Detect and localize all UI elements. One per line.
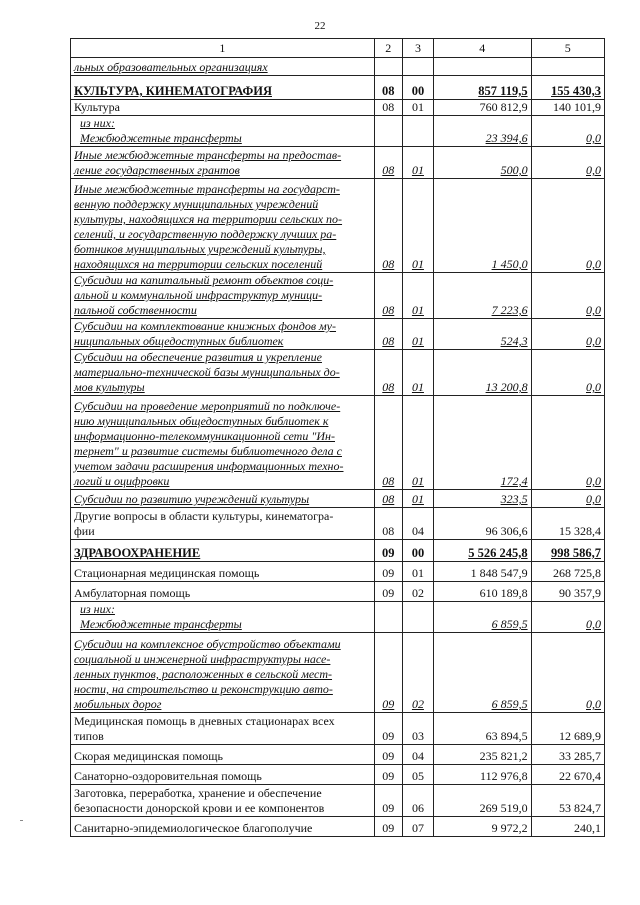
row-transfers-cell: 12 689,9 [531,713,604,745]
row-section-cell: 09 [374,745,402,765]
row-subsection-cell: 06 [402,785,433,817]
row-total-cell: 7 223,6 [434,273,532,319]
row-name-cell: Субсидии на проведение мероприятий по подключе- нию муниципальных общедоступных библиотек к информационно-телекоммуникационной сети "Ин- тернет" и развитие системы библиотечного дела с учетом задачи расширения информационных техно- логий и оцифровки [71,396,375,490]
row-section-cell: 08 [374,179,402,273]
row-name-cell: льных образовательных организациях [71,58,375,76]
table-row [71,508,605,540]
row-section-cell: 09 [374,817,402,837]
row-section-cell: 09 [374,633,402,713]
table-row [71,713,605,745]
row-name-cell: Медицинская помощь в дневных стационарах всех типов [71,713,375,745]
row-section-cell [374,602,402,633]
row-transfers-cell: 0,0 [531,396,604,490]
row-subsection-cell: 04 [402,508,433,540]
header-col-1: 1 [71,39,375,58]
table-row [71,562,605,582]
row-section-cell [374,116,402,147]
budget-table [70,38,605,837]
row-section-cell: 09 [374,785,402,817]
row-transfers-cell: 268 725,8 [531,562,604,582]
row-subsection-cell: 01 [402,147,433,179]
row-name-cell: Стационарная медицинская помощь [71,562,375,582]
row-total-cell: 1 450,0 [434,179,532,273]
row-name-cell: Заготовка, переработка, хранение и обеспечение безопасности донорской крови и ее компонентов [71,785,375,817]
row-transfers-cell: 240,1 [531,817,604,837]
row-name-cell: Культура [71,100,375,116]
table-row [71,817,605,837]
table-row [71,785,605,817]
row-total-cell: 235 821,2 [434,745,532,765]
row-total-cell: 5 526 245,8 [434,540,532,562]
table-row [71,58,605,76]
row-total-cell: 96 306,6 [434,508,532,540]
table-row [71,147,605,179]
row-total-cell [434,58,532,76]
row-total-cell: 524,3 [434,319,532,350]
row-subsection-cell: 04 [402,745,433,765]
row-name-cell: Санаторно-оздоровительная помощь [71,765,375,785]
row-total-cell: 172,4 [434,396,532,490]
row-transfers-cell: 0,0 [531,633,604,713]
row-subsection-cell: 01 [402,319,433,350]
row-total-cell: 760 812,9 [434,100,532,116]
row-total-cell: 6 859,5 [434,602,532,633]
row-subsection-cell: 01 [402,100,433,116]
row-name-cell: Амбулаторная помощь [71,582,375,602]
row-name-cell: Санитарно-эпидемиологическое благополучие [71,817,375,837]
row-name-cell: Субсидии на комплектование книжных фондов му- ниципальных общедоступных библиотек [71,319,375,350]
row-transfers-cell: 998 586,7 [531,540,604,562]
row-subsection-cell: 03 [402,713,433,745]
row-transfers-cell: 90 357,9 [531,582,604,602]
row-subsection-cell: 02 [402,633,433,713]
row-name-cell: из них: Межбюджетные трансферты [71,116,375,147]
row-subsection-cell: 07 [402,817,433,837]
row-subsection-cell: 05 [402,765,433,785]
row-subsection-cell: 00 [402,76,433,100]
row-total-cell: 323,5 [434,490,532,508]
row-subsection-cell [402,602,433,633]
row-transfers-cell: 0,0 [531,179,604,273]
row-total-cell: 9 972,2 [434,817,532,837]
row-section-cell: 09 [374,582,402,602]
table-row [71,396,605,490]
row-transfers-cell: 15 328,4 [531,508,604,540]
row-section-cell: 09 [374,713,402,745]
table-row [71,633,605,713]
row-subsection-cell: 02 [402,582,433,602]
row-section-cell: 08 [374,147,402,179]
row-transfers-cell: 0,0 [531,350,604,396]
row-name-cell: Субсидии по развитию учреждений культуры [71,490,375,508]
header-col-4: 4 [434,39,532,58]
row-section-cell: 08 [374,350,402,396]
table-row [71,179,605,273]
row-subsection-cell [402,116,433,147]
row-subsection-cell: 01 [402,273,433,319]
table-row [71,765,605,785]
row-section-cell: 09 [374,562,402,582]
row-subsection-cell: 01 [402,562,433,582]
row-total-cell: 63 894,5 [434,713,532,745]
row-name-cell: Другие вопросы в области культуры, кинематогра- фии [71,508,375,540]
row-name-cell: Иные межбюджетные трансферты на государст- венную поддержку муниципальных учреждений культуры, находящихся на территории сельских по- селений, и государственную поддержку лучших ра- ботников муниципальных учреждений культуры, находящихся на территории сельских поселений [71,179,375,273]
table-row [71,602,605,633]
row-subsection-cell: 00 [402,540,433,562]
row-section-cell: 08 [374,273,402,319]
table-row [71,273,605,319]
row-name-cell: Иные межбюджетные трансферты на предостав- ление государственных грантов [71,147,375,179]
table-row [71,490,605,508]
row-name-cell: ЗДРАВООХРАНЕНИЕ [71,540,375,562]
row-name-cell: КУЛЬТУРА, КИНЕМАТОГРАФИЯ [71,76,375,100]
row-total-cell: 1 848 547,9 [434,562,532,582]
table-row [71,582,605,602]
row-total-cell: 500,0 [434,147,532,179]
header-col-5: 5 [531,39,604,58]
table-row [71,100,605,116]
row-transfers-cell: 53 824,7 [531,785,604,817]
row-section-cell: 08 [374,396,402,490]
row-subsection-cell: 01 [402,396,433,490]
row-section-cell: 08 [374,319,402,350]
row-transfers-cell: 0,0 [531,319,604,350]
row-name-cell: из них: Межбюджетные трансферты [71,602,375,633]
row-total-cell: 13 200,8 [434,350,532,396]
row-subsection-cell: 01 [402,350,433,396]
row-section-cell [374,58,402,76]
row-transfers-cell: 0,0 [531,147,604,179]
row-section-cell: 09 [374,540,402,562]
page-number: 22 [314,20,326,32]
header-col-2: 2 [374,39,402,58]
row-name-cell: Субсидии на обеспечение развития и укрепление материально-технической базы муниципальных до- мов культуры [71,350,375,396]
row-section-cell: 08 [374,76,402,100]
row-transfers-cell: 0,0 [531,490,604,508]
row-transfers-cell [531,58,604,76]
row-name-cell: Субсидии на комплексное обустройство объектами социальной и инженерной инфраструктуры насе- ленных пунктов, расположенных в сельской мест- ности, на строительство и реконструкцию авто- мобильных дорог [71,633,375,713]
table-row [71,350,605,396]
row-total-cell: 112 976,8 [434,765,532,785]
header-col-3: 3 [402,39,433,58]
row-total-cell: 269 519,0 [434,785,532,817]
row-section-cell: 08 [374,508,402,540]
row-total-cell: 23 394,6 [434,116,532,147]
row-transfers-cell: 33 285,7 [531,745,604,765]
row-total-cell: 6 859,5 [434,633,532,713]
row-subsection-cell: 01 [402,490,433,508]
table-row [71,76,605,100]
row-section-cell: 08 [374,100,402,116]
row-total-cell: 857 119,5 [434,76,532,100]
row-subsection-cell [402,58,433,76]
table-row [71,319,605,350]
row-transfers-cell: 140 101,9 [531,100,604,116]
row-total-cell: 610 189,8 [434,582,532,602]
margin-mark [20,820,23,821]
table-row [71,116,605,147]
row-transfers-cell: 0,0 [531,602,604,633]
row-section-cell: 09 [374,765,402,785]
row-subsection-cell: 01 [402,179,433,273]
table-row [71,745,605,765]
row-section-cell: 08 [374,490,402,508]
row-name-cell: Субсидии на капитальный ремонт объектов соци- альной и коммунальной инфраструктур муници- пальной собственности [71,273,375,319]
row-transfers-cell: 0,0 [531,116,604,147]
table-header-row [71,39,605,58]
row-name-cell: Скорая медицинская помощь [71,745,375,765]
table-row [71,540,605,562]
row-transfers-cell: 22 670,4 [531,765,604,785]
row-transfers-cell: 0,0 [531,273,604,319]
row-transfers-cell: 155 430,3 [531,76,604,100]
